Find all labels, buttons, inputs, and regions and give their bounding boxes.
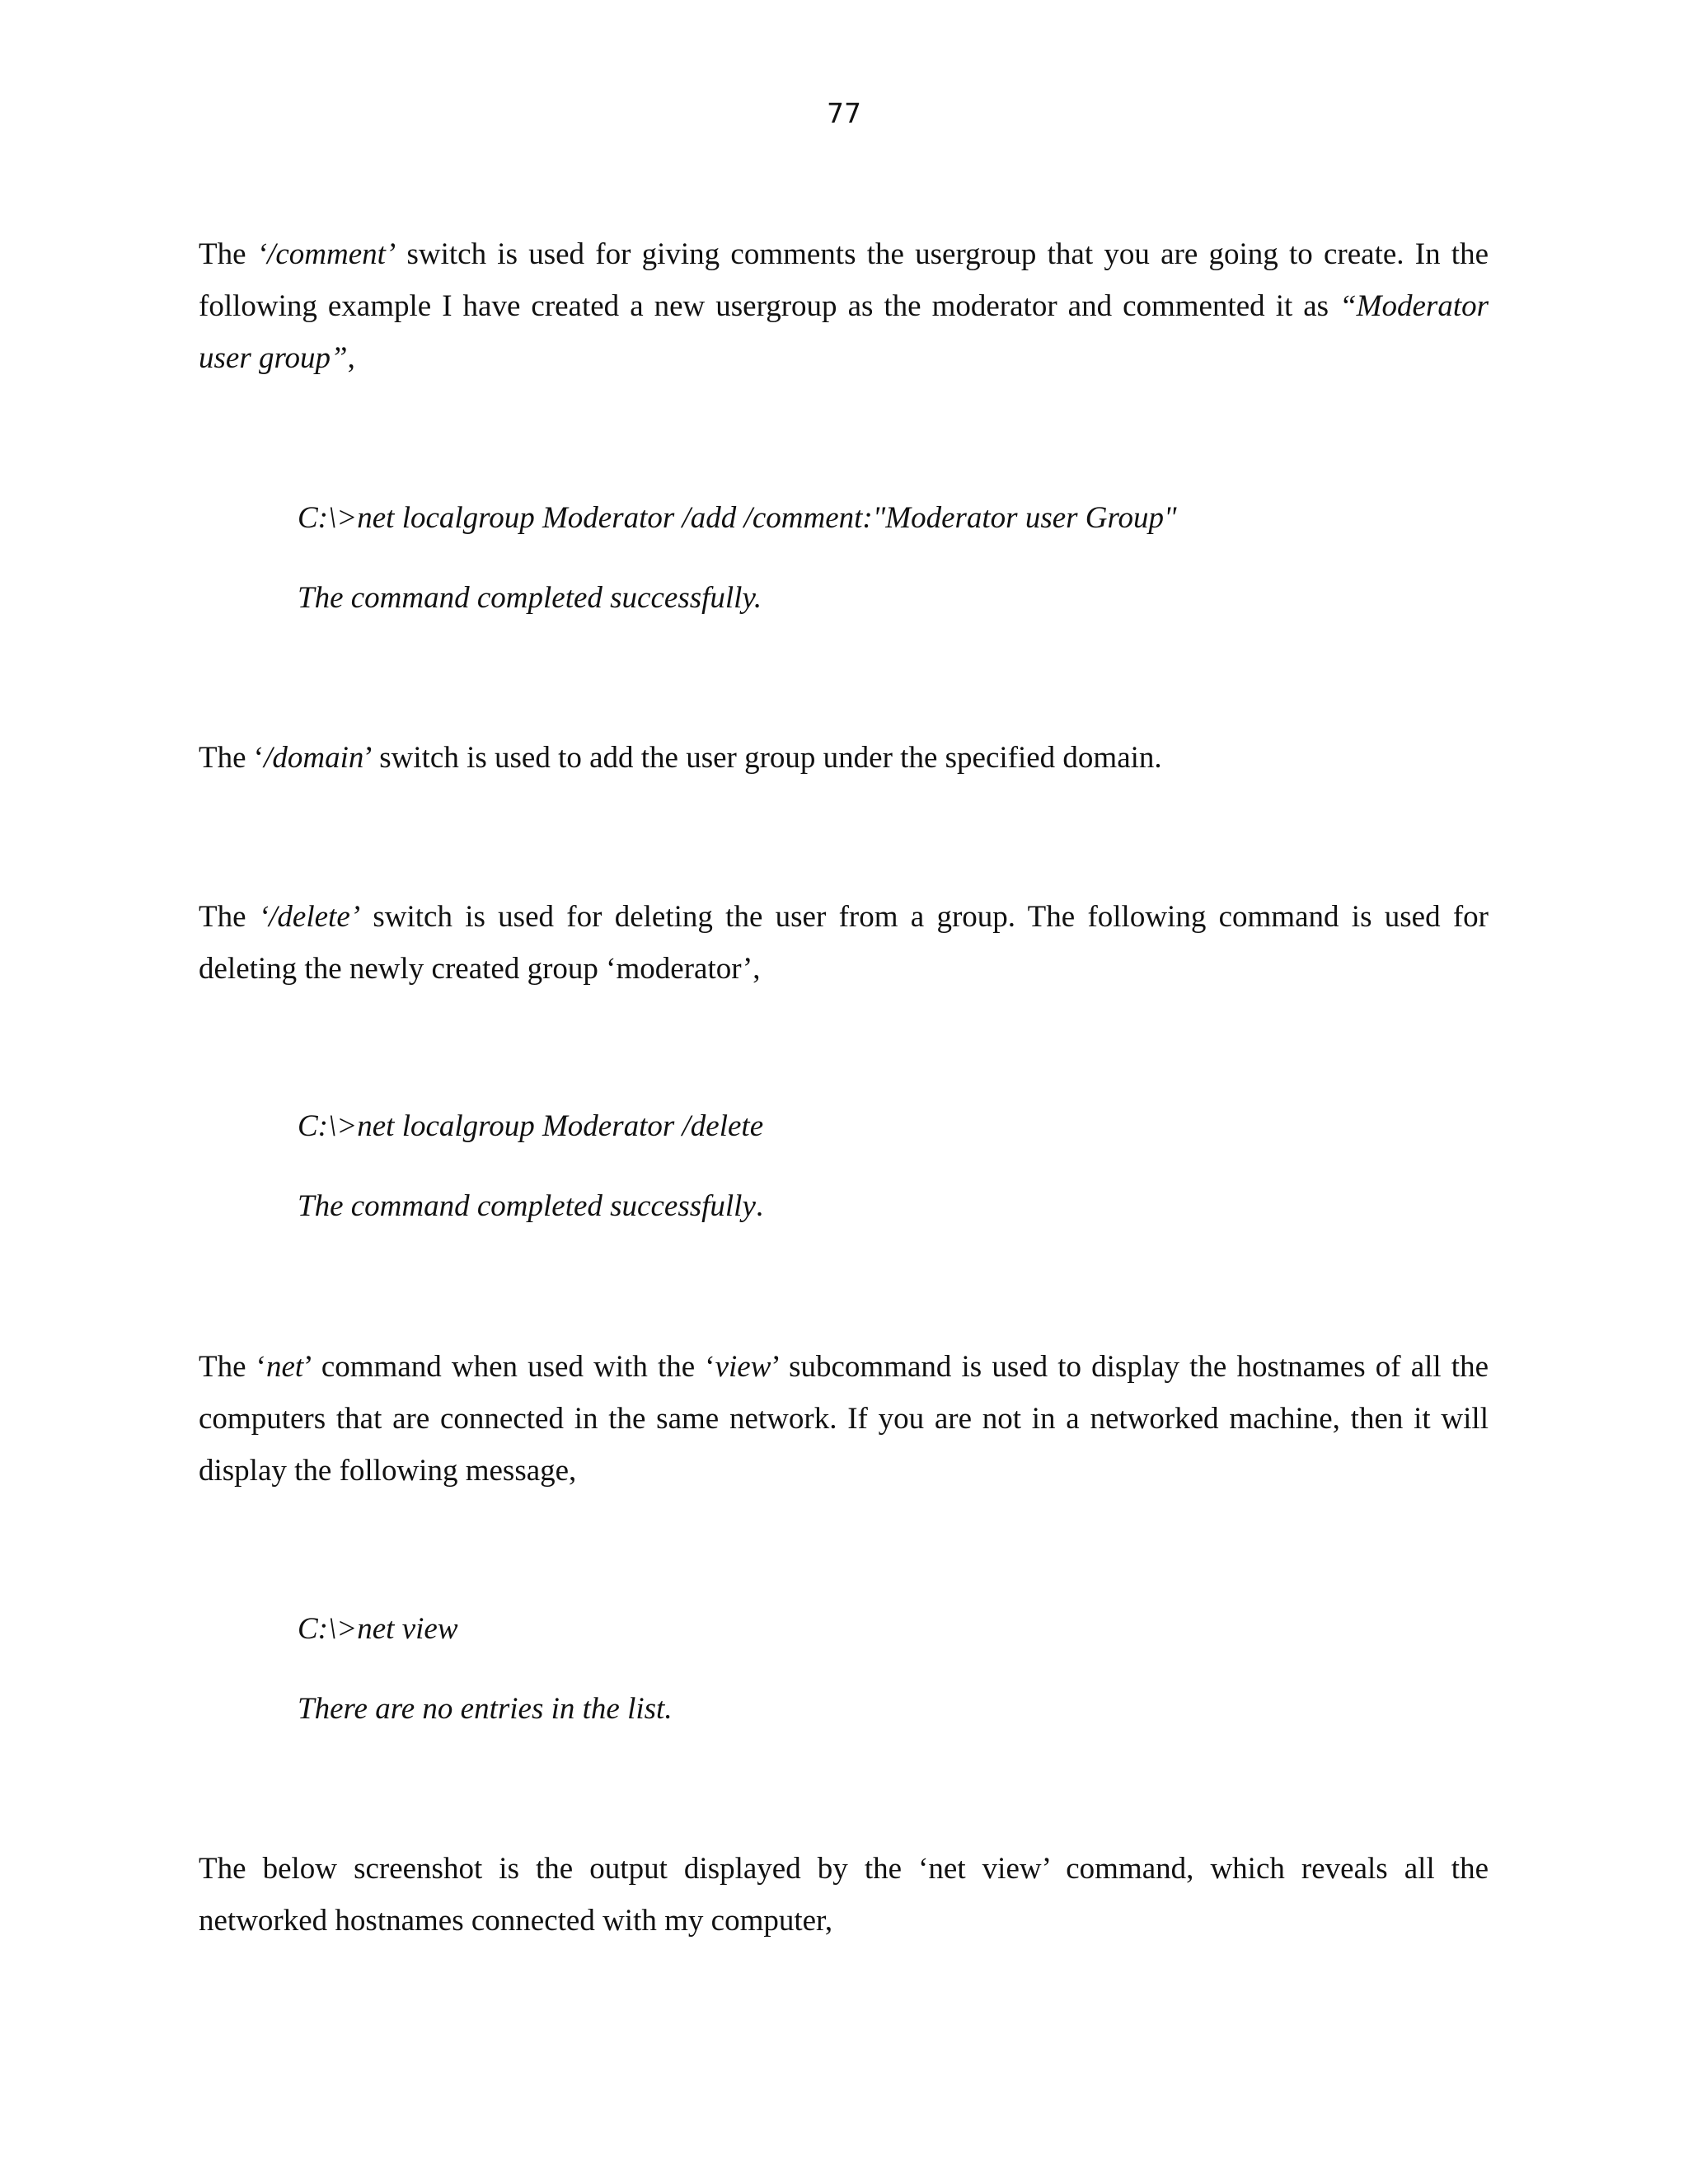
- page-number: 77: [827, 97, 861, 129]
- command-line-delete-group: C:\>net localgroup Moderator /delete: [298, 1109, 764, 1143]
- text: The ‘: [199, 1350, 266, 1384]
- italic-term: net: [265, 1350, 304, 1384]
- command-output-delete-group: [298, 1188, 763, 1225]
- command-line-net-view: C:\>net view: [298, 1612, 458, 1646]
- text: The: [199, 237, 257, 271]
- text: The: [199, 900, 259, 934]
- text: ,: [347, 341, 355, 375]
- text: switch is used for deleting the user from a group. The following command is used for deleting the newly created group ‘moderator’,: [199, 900, 1489, 986]
- italic-term: /domain: [264, 741, 364, 775]
- italic-term: ‘/comment’: [256, 237, 396, 271]
- italic-term: ‘/delete’: [258, 900, 361, 934]
- paragraph-delete-switch: [199, 891, 1489, 995]
- text: switch is used for giving comments the usergroup that you are going to create. In the following example I have created a new usergroup as the moderator and commented it as: [199, 237, 1489, 323]
- command-line-add-group: C:\>net localgroup Moderator /add /comment:"Moderator user Group": [298, 501, 1177, 535]
- text: ’ subcommand is used to display the hostnames of all the computers that are connected in the same network. If you are not in a networked machine, then it will display the following message,: [199, 1350, 1489, 1488]
- italic-term: “Moderator user group”: [199, 289, 1489, 375]
- paragraph-comment-switch: [199, 228, 1489, 384]
- paragraph-screenshot-intro: The below screenshot is the output displayed by the ‘net view’ command, which reveals all the networked hostnames connected with my computer,: [199, 1852, 1489, 1938]
- text: .: [755, 1189, 764, 1223]
- text: The ‘: [199, 741, 265, 775]
- italic-term: view: [715, 1350, 771, 1384]
- text: ’ command when used with the ‘: [303, 1350, 715, 1384]
- paragraph-domain-switch: [199, 732, 1489, 784]
- text: ’ switch is used to add the user group under the specified domain.: [363, 741, 1162, 775]
- paragraph-net-view: [199, 1341, 1489, 1497]
- command-output-net-view: There are no entries in the list.: [298, 1692, 673, 1726]
- text: The command completed successfully: [298, 1189, 756, 1223]
- command-output-add-group: The command completed successfully.: [298, 581, 762, 615]
